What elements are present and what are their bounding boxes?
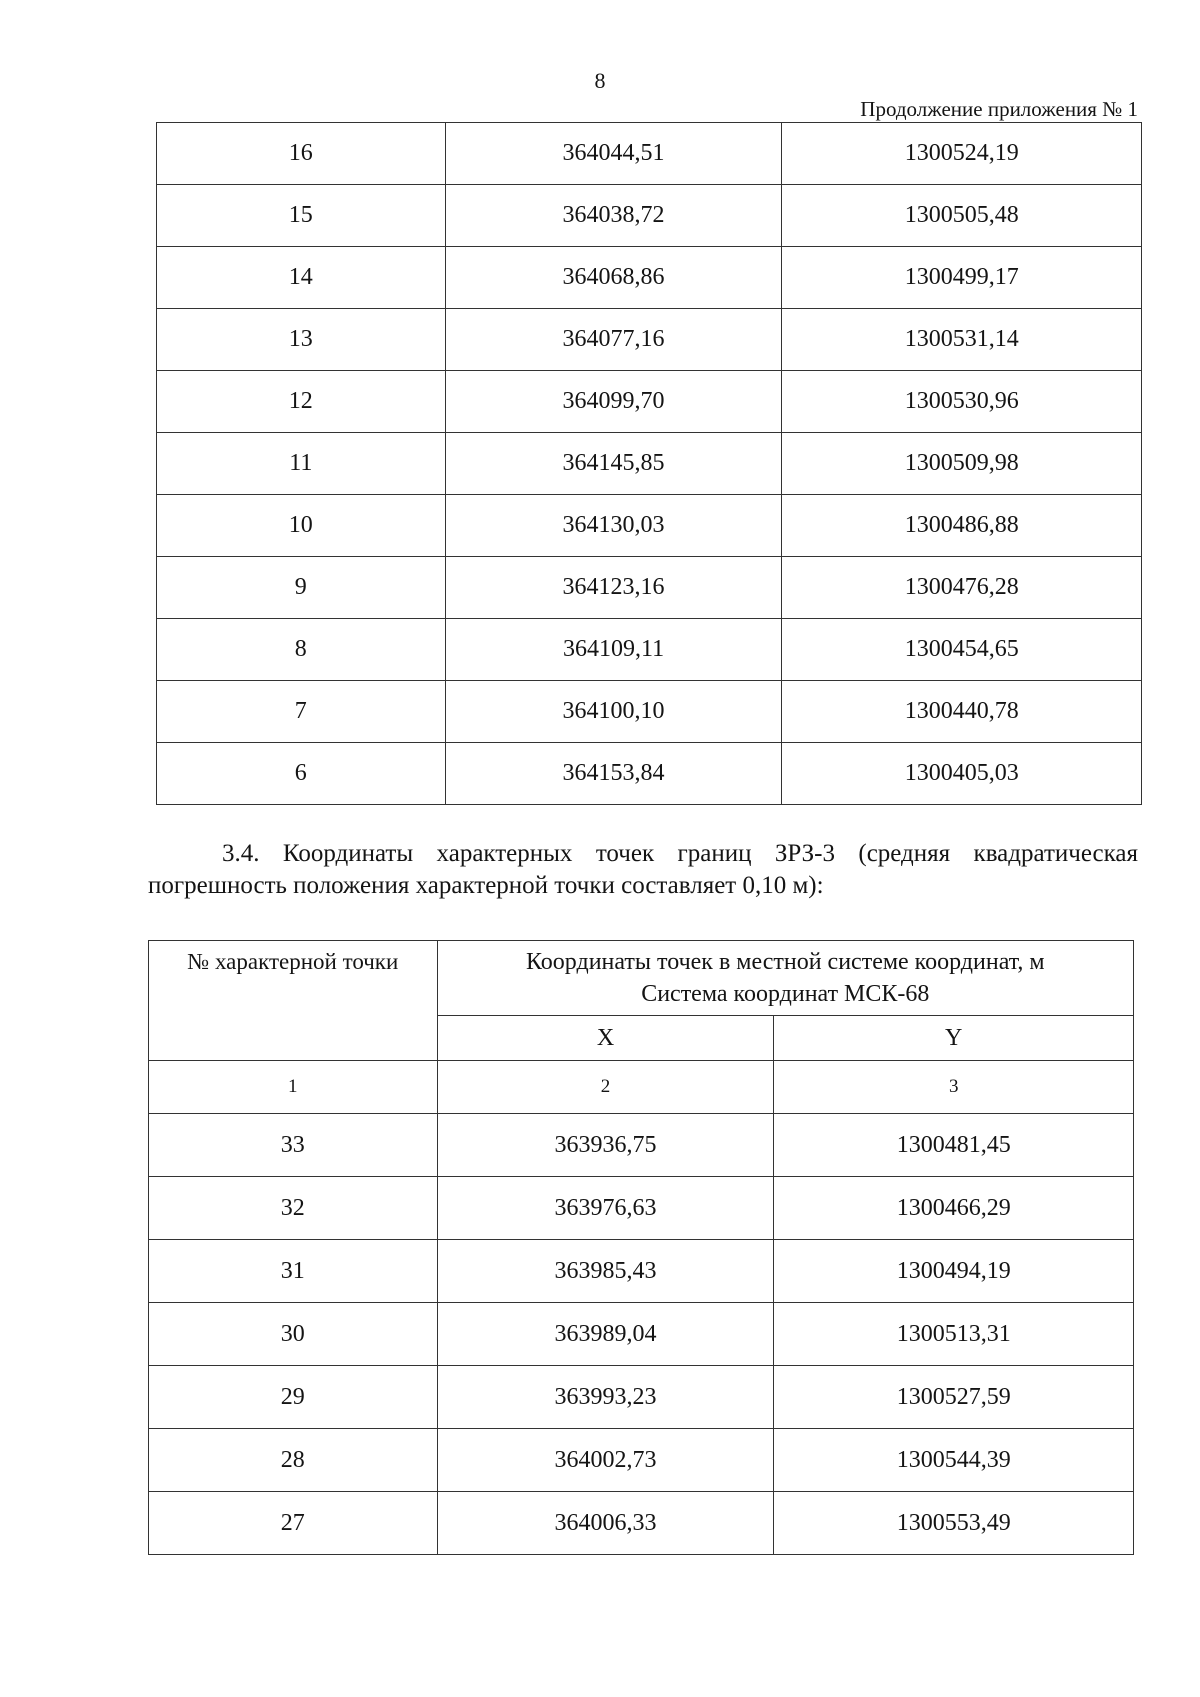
table-row [157, 371, 1142, 433]
coordinates-table-continued [156, 122, 1142, 805]
header-coordinates [437, 941, 1133, 1016]
point-number-cell: 30 [149, 1303, 438, 1366]
point-number-cell: 10 [157, 495, 446, 557]
header-point-number: № характерной точки [149, 941, 438, 1061]
y-coordinate-cell: 1300513,31 [774, 1303, 1134, 1366]
y-coordinate-cell: 1300466,29 [774, 1177, 1134, 1240]
x-coordinate-cell: 364153,84 [445, 743, 782, 805]
point-number-cell: 16 [157, 123, 446, 185]
x-coordinate-cell: 364123,16 [445, 557, 782, 619]
y-coordinate-cell: 1300505,48 [782, 185, 1142, 247]
y-coordinate-cell: 1300405,03 [782, 743, 1142, 805]
table-row [149, 1492, 1134, 1555]
x-coordinate-cell: 364002,73 [437, 1429, 774, 1492]
y-coordinate-cell: 1300531,14 [782, 309, 1142, 371]
x-coordinate-cell: 364145,85 [445, 433, 782, 495]
table-row [157, 309, 1142, 371]
x-coordinate-cell: 364068,86 [445, 247, 782, 309]
section-3-4-heading: 3.4. Координаты характерных точек границ ЗРЗ-3 (средняя квадратическая погрешность положения характерной точки составляет 0,10 м): [148, 840, 1138, 899]
point-number-cell: 33 [149, 1114, 438, 1177]
table-row [149, 1429, 1134, 1492]
table-row [149, 1240, 1134, 1303]
point-number-cell: 15 [157, 185, 446, 247]
x-coordinate-cell: 364044,51 [445, 123, 782, 185]
y-coordinate-cell: 1300509,98 [782, 433, 1142, 495]
table-row [157, 681, 1142, 743]
x-coordinate-cell: 364038,72 [445, 185, 782, 247]
y-coordinate-cell: 1300494,19 [774, 1240, 1134, 1303]
y-coordinate-cell: 1300454,65 [782, 619, 1142, 681]
x-coordinate-cell: 363993,23 [437, 1366, 774, 1429]
x-coordinate-cell: 364109,11 [445, 619, 782, 681]
point-number-cell: 27 [149, 1492, 438, 1555]
point-number-cell: 6 [157, 743, 446, 805]
y-coordinate-cell: 1300440,78 [782, 681, 1142, 743]
table-row [157, 619, 1142, 681]
x-coordinate-cell: 363976,63 [437, 1177, 774, 1240]
header-y: Y [774, 1016, 1134, 1061]
x-coordinate-cell: 364100,10 [445, 681, 782, 743]
point-number-cell: 28 [149, 1429, 438, 1492]
header-x: X [437, 1016, 774, 1061]
table-row [157, 495, 1142, 557]
y-coordinate-cell: 1300544,39 [774, 1429, 1134, 1492]
x-coordinate-cell: 363989,04 [437, 1303, 774, 1366]
x-coordinate-cell: 363985,43 [437, 1240, 774, 1303]
point-number-cell: 7 [157, 681, 446, 743]
x-coordinate-cell: 364077,16 [445, 309, 782, 371]
point-number-cell: 11 [157, 433, 446, 495]
x-coordinate-cell: 363936,75 [437, 1114, 774, 1177]
y-coordinate-cell: 1300530,96 [782, 371, 1142, 433]
point-number-cell: 31 [149, 1240, 438, 1303]
point-number-cell: 9 [157, 557, 446, 619]
table-row [157, 123, 1142, 185]
point-number-cell: 29 [149, 1366, 438, 1429]
appendix-continuation-note: Продолжение приложения № 1 [860, 97, 1138, 121]
table-row [157, 433, 1142, 495]
header-coordinate-system: Система координат МСК-68 [641, 981, 930, 1007]
table-row [157, 247, 1142, 309]
point-number-cell: 8 [157, 619, 446, 681]
coordinates-table-zrz3 [148, 940, 1134, 1555]
y-coordinate-cell: 1300553,49 [774, 1492, 1134, 1555]
y-coordinate-cell: 1300486,88 [782, 495, 1142, 557]
table-row [149, 1114, 1134, 1177]
column-number: 3 [774, 1061, 1134, 1114]
x-coordinate-cell: 364099,70 [445, 371, 782, 433]
point-number-cell: 14 [157, 247, 446, 309]
y-coordinate-cell: 1300524,19 [782, 123, 1142, 185]
column-number: 2 [437, 1061, 774, 1114]
table-row [149, 1303, 1134, 1366]
y-coordinate-cell: 1300476,28 [782, 557, 1142, 619]
table-row [157, 185, 1142, 247]
point-number-cell: 13 [157, 309, 446, 371]
table-row [157, 557, 1142, 619]
point-number-cell: 32 [149, 1177, 438, 1240]
table-row [149, 1177, 1134, 1240]
header-coordinates-title: Координаты точек в местной системе координат, м [525, 949, 1045, 975]
page-number: 8 [594, 68, 606, 93]
x-coordinate-cell: 364006,33 [437, 1492, 774, 1555]
x-coordinate-cell: 364130,03 [445, 495, 782, 557]
y-coordinate-cell: 1300499,17 [782, 247, 1142, 309]
column-number: 1 [149, 1061, 438, 1114]
table-row [157, 743, 1142, 805]
table-row [149, 1366, 1134, 1429]
point-number-cell: 12 [157, 371, 446, 433]
y-coordinate-cell: 1300481,45 [774, 1114, 1134, 1177]
y-coordinate-cell: 1300527,59 [774, 1366, 1134, 1429]
column-number-row [149, 1061, 1134, 1114]
